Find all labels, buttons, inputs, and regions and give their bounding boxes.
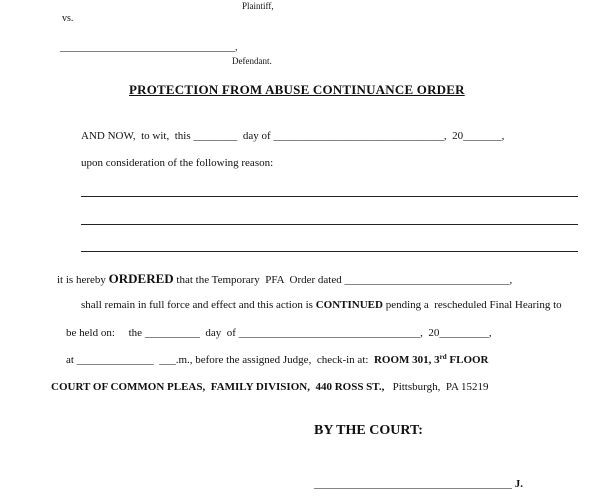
continued-line-post: pending a rescheduled Final Hearing to	[382, 299, 562, 311]
judge-signature-line	[314, 479, 523, 490]
defendant-name-line: ___________________________________,	[60, 42, 238, 53]
continued-line-pre: shall remain in full force and effect and this action is	[81, 299, 316, 311]
ordered-word: ORDERED	[108, 271, 174, 286]
ordered-line	[57, 272, 512, 286]
room-number: ROOM 301, 3	[373, 354, 440, 366]
reason-line-1	[81, 196, 578, 197]
plaintiff-label: Plaintiff,	[242, 1, 274, 11]
continued-word: CONTINUED	[315, 299, 383, 311]
court-name: COURT OF COMMON PLEAS, FAMILY DIVISION, 440 ROSS ST.,	[51, 381, 385, 393]
consideration-line: upon consideration of the following reason:	[81, 157, 274, 169]
room-floor: FLOOR	[446, 354, 489, 366]
court-city: Pittsburgh, PA 15219	[384, 381, 489, 393]
continued-line	[81, 300, 562, 311]
judge-signature-blank: ____________________________________	[314, 478, 512, 490]
and-now-line: AND NOW, to wit, this ________ day of _______________________________, 20_______,	[81, 130, 505, 142]
defendant-label: Defendant.	[232, 56, 272, 66]
document-title: PROTECTION FROM ABUSE CONTINUANCE ORDER	[129, 82, 465, 97]
hearing-time-pre: at ______________ ___.m., before the assigned Judge, check-in at:	[66, 354, 374, 366]
by-the-court-label: BY THE COURT:	[314, 423, 423, 438]
reason-line-2	[81, 224, 578, 225]
reason-line-3	[81, 251, 578, 252]
ordered-line-post: that the Temporary PFA Order dated	[173, 274, 345, 286]
hearing-time-line	[66, 355, 489, 366]
ordered-line-pre: it is hereby	[57, 274, 109, 286]
vs-label: vs.	[62, 13, 74, 24]
court-address-line	[51, 382, 489, 393]
judge-suffix: J.	[512, 478, 523, 490]
hearing-date-line: be held on: the __________ day of _________________________________, 20_________,	[66, 327, 492, 339]
room-floor-suffix: rd	[439, 353, 447, 361]
order-date-blank: ______________________________,	[344, 274, 513, 286]
